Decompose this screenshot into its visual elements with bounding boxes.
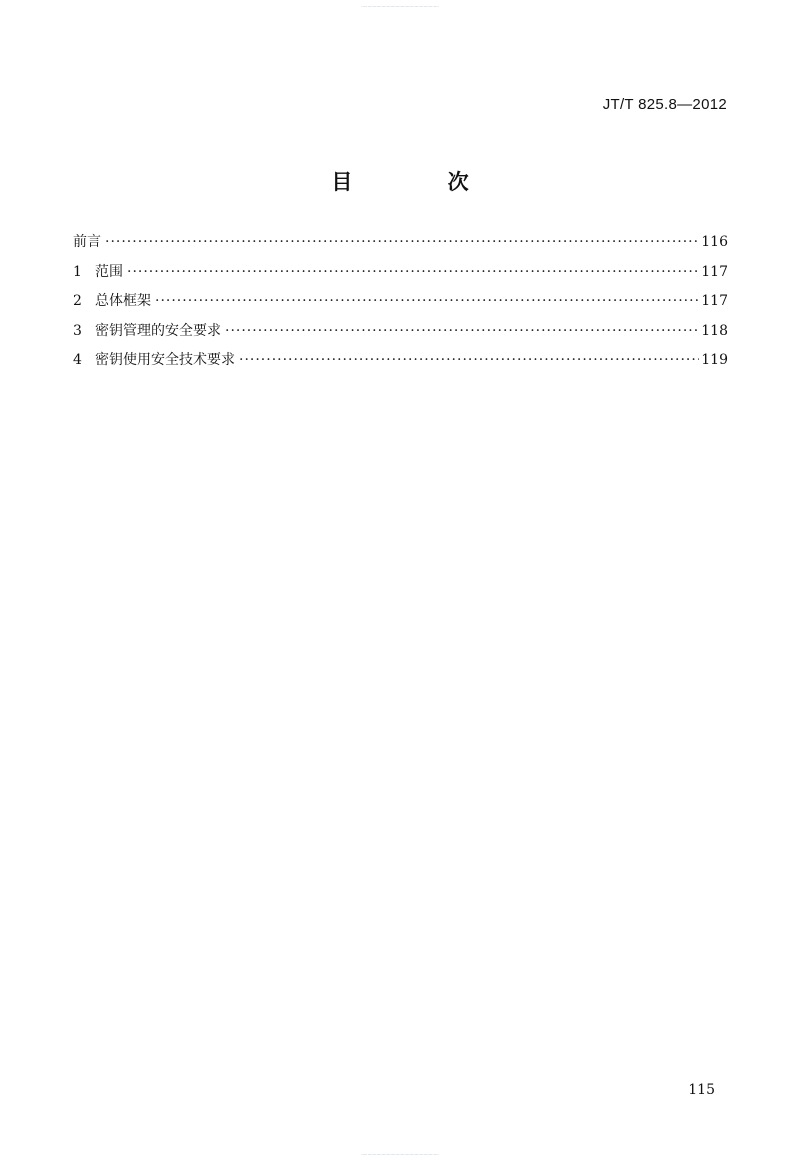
toc-entry-page: 116 bbox=[701, 234, 728, 250]
toc-leader-dots bbox=[239, 352, 699, 368]
toc-entry-scope[interactable] bbox=[73, 261, 728, 291]
toc-entry-title: 范围 bbox=[95, 263, 123, 280]
toc-entry-preface[interactable] bbox=[73, 231, 728, 261]
toc-entry-title: 密钥管理的安全要求 bbox=[95, 322, 221, 339]
toc-entry-key-usage[interactable] bbox=[73, 349, 728, 379]
toc-leader-dots bbox=[225, 323, 699, 339]
toc-entry-page: 117 bbox=[701, 293, 728, 309]
toc-entry-title: 前言 bbox=[73, 234, 101, 250]
toc-entry-framework[interactable] bbox=[73, 290, 728, 320]
toc-leader-dots bbox=[105, 234, 699, 250]
toc-entry-page: 118 bbox=[701, 322, 728, 339]
watermark-bottom: ····························································· bbox=[361, 1152, 439, 1157]
toc-title: 目 次 bbox=[331, 170, 513, 194]
toc-entry-page: 117 bbox=[701, 263, 728, 280]
page-number: 115 bbox=[688, 1082, 715, 1098]
toc-entry-number: 4 bbox=[73, 352, 82, 368]
toc-entry-number: 1 bbox=[73, 263, 82, 280]
toc-entry-page: 119 bbox=[701, 352, 728, 368]
toc-entry-number: 2 bbox=[73, 293, 82, 309]
watermark-top: ····························································· bbox=[361, 4, 439, 9]
toc-entry-title: 总体框架 bbox=[95, 293, 151, 309]
toc-entry-title: 密钥使用安全技术要求 bbox=[95, 352, 235, 368]
toc-leader-dots bbox=[127, 264, 699, 280]
document-code: JT/T 825.8—2012 bbox=[602, 96, 727, 113]
toc-leader-dots bbox=[155, 293, 699, 309]
toc-entry-key-management[interactable] bbox=[73, 320, 728, 350]
toc-entry-number: 3 bbox=[73, 322, 82, 339]
toc-list bbox=[73, 231, 728, 379]
